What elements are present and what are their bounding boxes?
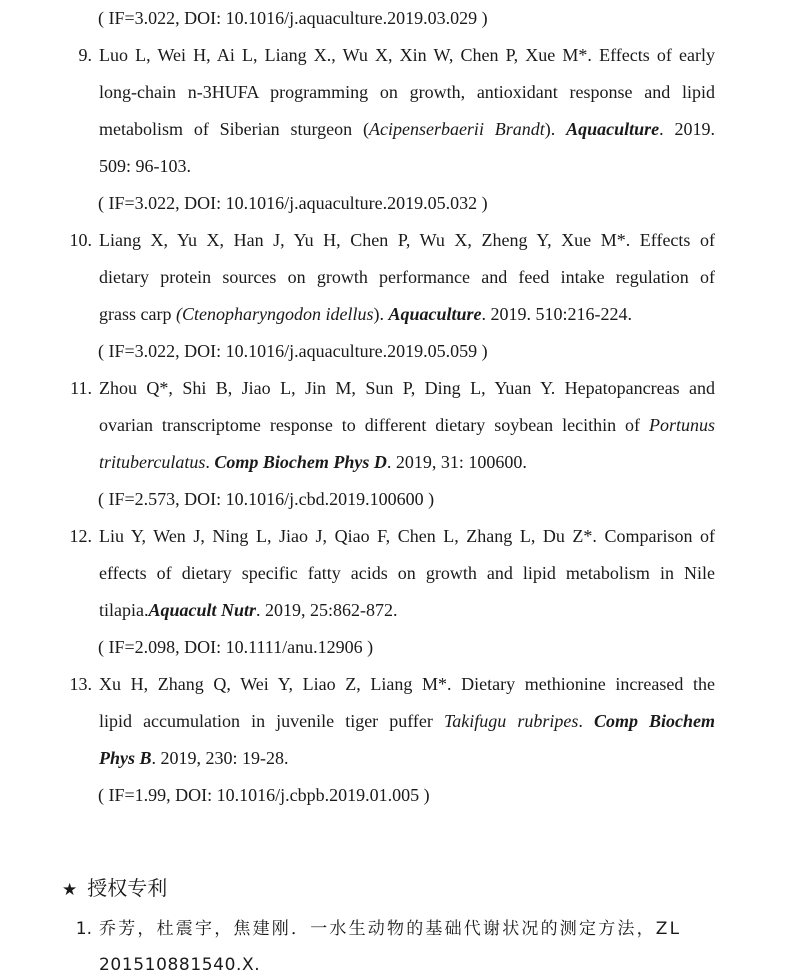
reference-line: Liu Y, Wen J, Ning L, Jiao J, Qiao F, Chen L, Zhang L, Du Z*. Comparison of bbox=[99, 526, 715, 546]
doi-line: ( IF=3.022, DOI: 10.1016/j.aquaculture.2019.05.032 ) bbox=[98, 193, 488, 213]
section-heading bbox=[62, 874, 167, 902]
doi-line: ( IF=3.022, DOI: 10.1016/j.aquaculture.2019.05.059 ) bbox=[98, 341, 488, 361]
reference-line: Liang X, Yu X, Han J, Yu H, Chen P, Wu X, Zheng Y, Xue M*. Effects of bbox=[99, 230, 715, 250]
reference-line: long-chain n-3HUFA programming on growth, antioxidant response and lipid bbox=[99, 82, 715, 102]
reference-number: 13. bbox=[69, 674, 92, 694]
journal-name: Aquaculture bbox=[388, 304, 482, 324]
reference-line: ovarian transcriptome response to different dietary soybean lecithin of Portunus bbox=[99, 415, 715, 435]
reference-line: trituberculatus. Comp Biochem Phys D. 2019, 31: 100600. bbox=[99, 452, 527, 472]
doi-line: ( IF=3.022, DOI: 10.1016/j.aquaculture.2019.03.029 ) bbox=[98, 8, 488, 28]
journal-name: Comp Biochem Phys D bbox=[214, 452, 387, 472]
species-name: Portunus bbox=[648, 415, 715, 435]
journal-name: Phys B bbox=[99, 748, 152, 768]
doi-line: ( IF=2.573, DOI: 10.1016/j.cbd.2019.100600 ) bbox=[98, 489, 435, 509]
reference-number: 9. bbox=[78, 45, 92, 65]
journal-name: Aquacult Nutr bbox=[148, 600, 257, 620]
reference-line: Luo L, Wei H, Ai L, Liang X., Wu X, Xin W, Chen P, Xue M*. Effects of early bbox=[99, 45, 715, 65]
patent-line: 201510881540.X. bbox=[99, 955, 261, 975]
species-name: Takifugu rubripes bbox=[443, 711, 579, 731]
patent-number: 1. bbox=[75, 919, 92, 939]
species-name: trituberculatus bbox=[99, 452, 206, 472]
species-name: Acipenserbaerii Brandt bbox=[368, 119, 545, 139]
reference-number: 10. bbox=[69, 230, 92, 250]
reference-line: tilapia.Aquacult Nutr. 2019, 25:862-872. bbox=[99, 600, 398, 620]
reference-line: Phys B. 2019, 230: 19-28. bbox=[99, 748, 289, 768]
journal-name: Comp Biochem bbox=[593, 711, 716, 731]
reference-line: grass carp (Ctenopharyngodon idellus). Aquaculture. 2019. 510:216-224. bbox=[99, 304, 632, 324]
doi-line: ( IF=1.99, DOI: 10.1016/j.cbpb.2019.01.005 ) bbox=[98, 785, 430, 805]
section-title: 授权专利 bbox=[87, 876, 168, 900]
reference-line: metabolism of Siberian sturgeon (Acipenserbaerii Brandt). Aquaculture. 2019. bbox=[99, 119, 715, 139]
journal-name: Aquaculture bbox=[566, 119, 660, 139]
species-name: (Ctenopharyngodon idellus bbox=[175, 304, 374, 324]
reference-number: 11. bbox=[70, 378, 92, 398]
patent-line: 乔芳，杜震宇，焦建刚．一水生动物的基础代谢状况的测定方法，ZL bbox=[99, 919, 682, 939]
reference-line: lipid accumulation in juvenile tiger puffer Takifugu rubripes. Comp Biochem bbox=[99, 711, 716, 731]
reference-line: dietary protein sources on growth performance and feed intake regulation of bbox=[99, 267, 715, 287]
reference-line: Zhou Q*, Shi B, Jiao L, Jin M, Sun P, Ding L, Yuan Y. Hepatopancreas and bbox=[99, 378, 715, 398]
reference-line: Xu H, Zhang Q, Wei Y, Liao Z, Liang M*. Dietary methionine increased the bbox=[99, 674, 715, 694]
star-icon: ★ bbox=[62, 880, 78, 900]
reference-line: effects of dietary specific fatty acids on growth and lipid metabolism in Nile bbox=[99, 563, 715, 583]
reference-line: 509: 96-103. bbox=[99, 156, 191, 176]
doi-line: ( IF=2.098, DOI: 10.1111/anu.12906 ) bbox=[98, 637, 374, 657]
reference-number: 12. bbox=[69, 526, 92, 546]
